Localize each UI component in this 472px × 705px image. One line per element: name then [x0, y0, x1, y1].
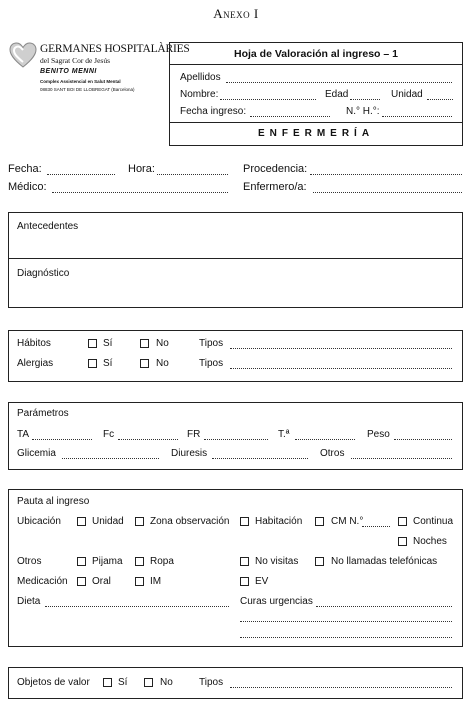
glicemia-field[interactable] — [62, 458, 159, 459]
procedencia-field[interactable] — [310, 174, 462, 175]
org-subname: del Sagrat Cor de Jesús — [40, 56, 110, 65]
nhc-field[interactable] — [382, 116, 452, 117]
oral-checkbox[interactable] — [77, 577, 86, 586]
habitos-tipos-label: Tipos — [199, 338, 224, 349]
no-llamadas-checkbox[interactable] — [315, 557, 324, 566]
fecha-ingreso-label: Fecha ingreso: — [180, 106, 247, 117]
objetos-no-checkbox[interactable] — [144, 678, 153, 687]
habitos-tipos-field[interactable] — [230, 348, 452, 349]
hora-field[interactable] — [157, 174, 228, 175]
medicacion-label: Medicación — [17, 576, 68, 587]
objetos-no-label: No — [160, 677, 173, 688]
diuresis-field[interactable] — [212, 458, 308, 459]
alergias-tipos-field[interactable] — [230, 368, 452, 369]
edad-label: Edad — [325, 89, 349, 100]
fr-label: FR — [187, 429, 201, 440]
edad-field[interactable] — [350, 99, 380, 100]
zona-observacion-label: Zona observación — [150, 516, 230, 527]
enfermero-label: Enfermero/a: — [243, 181, 307, 193]
im-label: IM — [150, 576, 162, 587]
ropa-label: Ropa — [150, 556, 174, 567]
cm-label: CM N.° — [331, 516, 364, 527]
continua-label: Continua — [413, 516, 454, 527]
fc-field[interactable] — [118, 439, 178, 440]
pauta-title: Pauta al ingreso — [17, 496, 90, 507]
section-title: ENFERMERÍA — [257, 128, 375, 139]
alergias-si-checkbox[interactable] — [88, 359, 97, 368]
nombre-label: Nombre: — [180, 89, 219, 100]
temperatura-label: T.ª — [278, 429, 290, 440]
pijama-checkbox[interactable] — [77, 557, 86, 566]
peso-label: Peso — [367, 429, 390, 440]
nombre-field[interactable] — [220, 99, 316, 100]
nhc-label: N.° H.°: — [346, 106, 380, 117]
habitos-label: Hábitos — [17, 338, 51, 349]
noches-label: Noches — [413, 536, 447, 547]
parameters-box — [8, 402, 463, 470]
pijama-label: Pijama — [92, 556, 123, 567]
enfermero-field[interactable] — [313, 192, 462, 193]
alergias-no-label: No — [156, 358, 169, 369]
apellidos-field[interactable] — [226, 82, 452, 83]
complex-name: Complex Assistencial en Salut Mental — [40, 79, 121, 84]
im-checkbox[interactable] — [135, 577, 144, 586]
fecha-field[interactable] — [47, 174, 115, 175]
fr-field[interactable] — [204, 439, 268, 440]
fecha-ingreso-field[interactable] — [250, 116, 330, 117]
habitos-si-label: Sí — [103, 338, 113, 349]
habitacion-checkbox[interactable] — [240, 517, 249, 526]
curas-label: Curas urgencias — [240, 596, 313, 607]
otros-pauta-label: Otros — [17, 556, 42, 567]
antecedentes-label: Antecedentes — [17, 221, 79, 232]
diuresis-label: Diuresis — [171, 448, 208, 459]
fecha-label: Fecha: — [8, 163, 42, 175]
objetos-si-checkbox[interactable] — [103, 678, 112, 687]
procedencia-label: Procedencia: — [243, 163, 308, 175]
objetos-tipos-field[interactable] — [230, 687, 452, 688]
no-visitas-label: No visitas — [255, 556, 299, 567]
alergias-no-checkbox[interactable] — [140, 359, 149, 368]
cm-field[interactable] — [362, 526, 390, 527]
unidad-option-label: Unidad — [92, 516, 124, 527]
fc-label: Fc — [103, 429, 115, 440]
continua-checkbox[interactable] — [398, 517, 407, 526]
alergias-label: Alergias — [17, 358, 54, 369]
ropa-checkbox[interactable] — [135, 557, 144, 566]
habitos-no-label: No — [156, 338, 169, 349]
pauta-box — [8, 489, 463, 647]
otros-param-field[interactable] — [351, 458, 452, 459]
ev-checkbox[interactable] — [240, 577, 249, 586]
medico-label: Médico: — [8, 181, 47, 193]
heart-logo-icon — [9, 42, 37, 68]
parametros-title: Parámetros — [17, 408, 69, 419]
no-llamadas-label: No llamadas telefónicas — [331, 556, 438, 567]
zona-observacion-checkbox[interactable] — [135, 517, 144, 526]
org-name: GERMANES HOSPITALÀRIES — [40, 43, 190, 55]
alergias-tipos-label: Tipos — [199, 358, 224, 369]
form-title: Hoja de Valoración al ingreso – 1 — [234, 48, 398, 60]
objetos-valor-label: Objetos de valor — [17, 677, 90, 688]
no-visitas-checkbox[interactable] — [240, 557, 249, 566]
ta-label: TA — [17, 429, 30, 440]
curas-field-line-3[interactable] — [240, 637, 452, 638]
habitos-si-checkbox[interactable] — [88, 339, 97, 348]
unidad-checkbox[interactable] — [77, 517, 86, 526]
medico-field[interactable] — [52, 192, 228, 193]
objetos-si-label: Sí — [118, 677, 128, 688]
unidad-field[interactable] — [427, 99, 453, 100]
diagnostico-label: Diagnóstico — [17, 268, 70, 279]
noches-checkbox[interactable] — [398, 537, 407, 546]
ubicacion-label: Ubicación — [17, 516, 61, 527]
curas-field-line-2[interactable] — [240, 621, 452, 622]
cm-checkbox[interactable] — [315, 517, 324, 526]
temperatura-field[interactable] — [295, 439, 355, 440]
unidad-label: Unidad — [391, 89, 423, 100]
habitacion-label: Habitación — [255, 516, 303, 527]
glicemia-label: Glicemia — [17, 448, 56, 459]
objetos-tipos-label: Tipos — [199, 677, 224, 688]
center-name: BENITO MENNI — [40, 68, 97, 75]
ev-label: EV — [255, 576, 269, 587]
habitos-no-checkbox[interactable] — [140, 339, 149, 348]
apellidos-label: Apellidos — [180, 72, 221, 83]
otros-param-label: Otros — [320, 448, 345, 459]
annex-title: Anexo I — [213, 6, 259, 21]
ta-field[interactable] — [32, 439, 92, 440]
dieta-field[interactable] — [45, 606, 229, 607]
alergias-si-label: Sí — [103, 358, 113, 369]
dieta-label: Dieta — [17, 596, 41, 607]
curas-field[interactable] — [316, 606, 452, 607]
oral-label: Oral — [92, 576, 111, 587]
org-address: 08830 SANT BOI DE LLOBREGAT (Barcelona) — [40, 87, 135, 92]
peso-field[interactable] — [394, 439, 452, 440]
hora-label: Hora: — [128, 163, 155, 175]
habits-box — [8, 330, 463, 382]
